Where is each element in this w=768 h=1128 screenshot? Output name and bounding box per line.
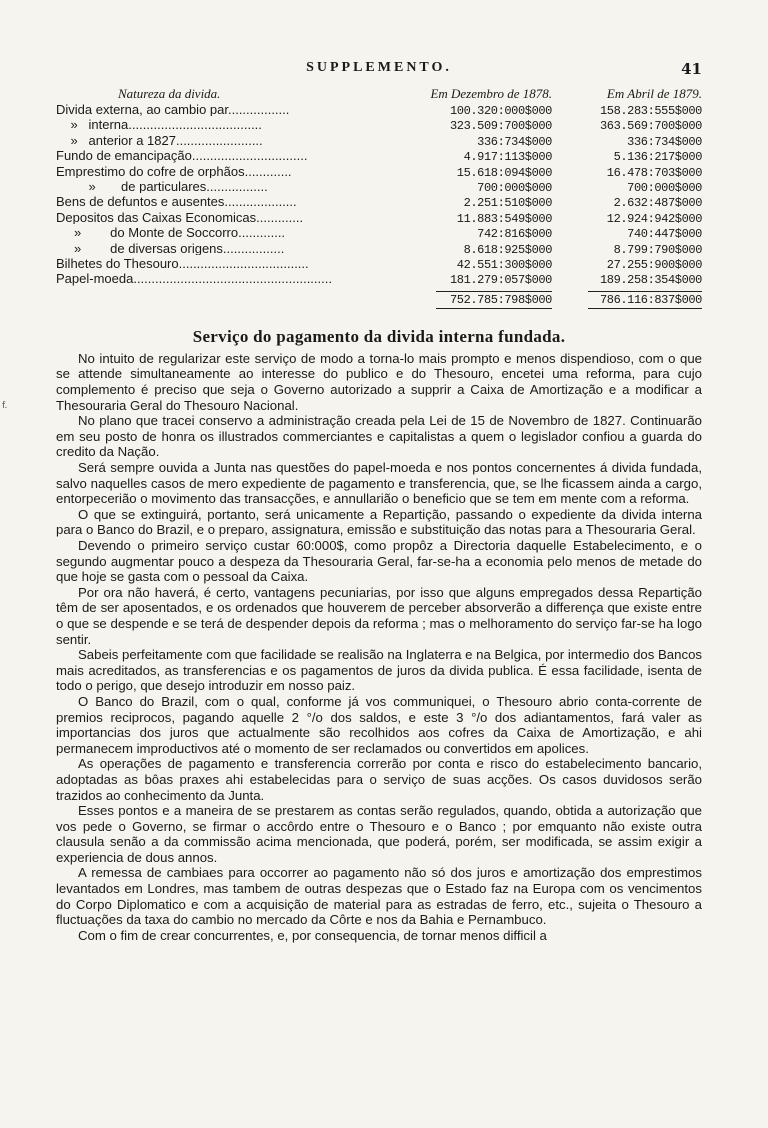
debt-table-totals bbox=[56, 291, 702, 307]
paragraph: No intuito de regularizar este serviço de modo a torna-lo mais prompto e menos dispendioso, com o que se attende simultaneamente ao interesse do publico e do Thesouro, encetei uma reforma, para cujo complemento é preciso que seja o Governo autorizado a supprir a Caixa de Amortização e a modificar a Thesouraria Geral do Thesouro Nacional. bbox=[56, 350, 702, 413]
col-nature-header: Natureza da divida. bbox=[118, 86, 221, 101]
row-december-value: 100.320:000$000 bbox=[449, 104, 552, 118]
row-april-value: 5.136:217$000 bbox=[613, 150, 702, 165]
table-row bbox=[56, 272, 702, 287]
row-december-value: 15.618:094$000 bbox=[456, 165, 552, 180]
table-row bbox=[56, 118, 702, 133]
paragraph: As operações de pagamento e transferencia correrão por conta e risco do estabelecimento bancario, adoptadas as bôas praxes ahi estabelecidas para o serviço de suas acções. Os casos duvidosos serão trazidos ao conhecimento da Junta. bbox=[56, 756, 702, 803]
row-april-value: 740:447$000 bbox=[627, 227, 702, 242]
table-row bbox=[56, 226, 702, 241]
row-december-value: 11.883:549$000 bbox=[456, 211, 552, 226]
row-label: Divida externa, ao cambio par................. bbox=[56, 103, 290, 117]
debt-table bbox=[56, 86, 702, 307]
paragraph: Será sempre ouvida a Junta nas questões do papel-moeda e nos pontos concernentes á divida fundada, salvo naquelles casos de mero expediente de pagamento e transferencia, que, se lhe ficassem ainda a cargo, entorpecerião o movimento das transacções, e annullarião o beneficio que se tem em mente com a reforma. bbox=[56, 460, 702, 507]
row-label: » anterior a 1827........................ bbox=[56, 133, 263, 148]
row-april-value: 336:734$000 bbox=[627, 134, 702, 149]
table-row bbox=[56, 103, 702, 118]
debt-table-body bbox=[56, 103, 702, 288]
debt-table-header bbox=[56, 86, 702, 102]
paragraph: No plano que tracei conservo a administração creada pela Lei de 15 de Novembro de 1827. Continuarão em seu posto de honra os illustrados commerciantes e capitalistas a quem o legislador confiou a guarda do credito da Nação. bbox=[56, 413, 702, 460]
page-number: 41 bbox=[681, 60, 702, 78]
row-label: » interna..................................... bbox=[56, 118, 262, 132]
margin-mark: f. bbox=[2, 401, 8, 411]
row-label: » do Monte de Soccorro............. bbox=[56, 226, 286, 240]
paragraph: A remessa de cambiaes para occorrer ao pagamento não só dos juros e amortização dos emprestimos levantados em Londres, mas tambem de outras despezas que o Estado faz na Europa com os vencimentos do Corpo Diplomatico e com a acquisição de material para as estradas de ferro, etc., sujeita o Thesouro a fluctuações da taxa do cambio no mercado da Côrte e nos da Bahia e Pernambuco. bbox=[56, 865, 702, 928]
row-december-value: 742:816$000 bbox=[477, 227, 552, 242]
row-label: Bilhetes do Thesouro.................................... bbox=[56, 257, 309, 271]
document-page bbox=[56, 60, 702, 943]
table-row bbox=[56, 149, 702, 164]
row-april-value: 158.283:555$000 bbox=[599, 104, 702, 118]
section-title: Serviço do pagamento da divida interna fundada. bbox=[192, 326, 566, 346]
row-april-value: 8.799:790$000 bbox=[613, 242, 702, 257]
row-december-value: 181.279:057$000 bbox=[449, 273, 552, 288]
col-april-header: Em Abril de 1879. bbox=[606, 86, 702, 101]
row-april-value: 27.255:900$000 bbox=[606, 258, 702, 273]
paragraph: Devendo o primeiro serviço custar 60:000$, como propôz a Directoria daquelle Estabelecimento, e o segundo augmentar pouco a despeza da Thesouraria Geral, far-se-ha a economia pelo menos de metade do que hoje se gasta com o pessoal da Caixa. bbox=[56, 538, 702, 585]
row-december-value: 323.509:700$000 bbox=[449, 119, 552, 134]
total-december: 752.785:798$000 bbox=[436, 291, 552, 309]
table-row bbox=[56, 134, 702, 149]
total-april: 786.116:837$000 bbox=[588, 291, 702, 309]
page-header bbox=[56, 60, 702, 86]
row-label: » de diversas origens................. bbox=[56, 241, 285, 256]
row-december-value: 2.251:510$000 bbox=[463, 196, 552, 211]
table-row bbox=[56, 242, 702, 257]
section-body bbox=[56, 351, 702, 944]
row-april-value: 2.632:487$000 bbox=[613, 196, 702, 211]
row-april-value: 12.924:942$000 bbox=[606, 211, 702, 226]
row-label: Bens de defuntos e ausentes.................... bbox=[56, 195, 297, 209]
row-label: Fundo de emancipação................................ bbox=[56, 149, 308, 163]
row-label: Papel-moeda....................................................... bbox=[56, 272, 332, 286]
row-december-value: 42.551:300$000 bbox=[456, 258, 552, 273]
row-april-value: 16.478:703$000 bbox=[606, 165, 702, 180]
row-april-value: 363.569:700$000 bbox=[599, 119, 702, 134]
paragraph: O que se extinguirá, portanto, será unicamente a Repartição, passando o expediente da divida interna para o Banco do Brazil, e o preparo, assignatura, emissão e substituição das notas para a Thesouraria Geral. bbox=[56, 506, 702, 538]
table-row bbox=[56, 165, 702, 180]
row-december-value: 336:734$000 bbox=[477, 134, 552, 149]
paragraph: Com o fim de crear concurrentes, e, por consequencia, de tornar menos difficil a bbox=[78, 927, 547, 943]
table-row bbox=[56, 195, 702, 210]
paragraph: Esses pontos e a maneira de se prestarem as contas serão regulados, quando, obtida a autorização que vos pede o Governo, se firmar o accôrdo entre o Thesouro e o Banco ; por emquanto não existe outra clausula senão a da commissão acima mencionada, que poderá, porém, ser modificada, se assim exigir a experiencia de dous annos. bbox=[56, 803, 702, 865]
row-december-value: 4.917:113$000 bbox=[463, 150, 552, 165]
table-row bbox=[56, 257, 702, 272]
running-title: SUPPLEMENTO. bbox=[306, 60, 452, 75]
row-label: Emprestimo do cofre de orphãos............. bbox=[56, 164, 292, 179]
paragraph: O Banco do Brazil, com o qual, conforme já vos communiquei, o Thesouro abrio conta-corrente de premios reciprocos, pagando aquelle 2 °/o dos saldos, e este 3 °/o dos adiantamentos, fará valer as importancias dos juros que actualmente são recolhidos aos cofres da Caixa de Amortização, e ahi permanecem improductivos até o momento de ser reclamados ou convertidos em apolices. bbox=[56, 693, 702, 756]
row-label: Depositos das Caixas Economicas............. bbox=[56, 210, 304, 225]
row-april-value: 700:000$000 bbox=[627, 181, 702, 196]
table-row bbox=[56, 211, 702, 226]
row-december-value: 700:000$000 bbox=[477, 181, 552, 196]
row-april-value: 189.258:354$000 bbox=[599, 273, 702, 288]
col-december-header: Em Dezembro de 1878. bbox=[430, 86, 552, 101]
paragraph: Por ora não haverá, é certo, vantagens pecuniarias, por isso que alguns empregados dessa Repartição têm de ser aposentados, e os ordenados que houverem de perceber absorverão a differença que existe entre o que se despende e se terá de despender depois da reforma ; mas o melhoramento do serviço far-se ha logo sentir. bbox=[56, 584, 702, 647]
paragraph: Sabeis perfeitamente com que facilidade se realisão na Inglaterra e na Belgica, por intermedio dos Bancos mais acreditados, as transferencias e os pagamentos de juros da divida publica. É essa facilidade, isenta de todo o perigo, que desejo introduzir em nosso paiz. bbox=[56, 647, 702, 694]
row-label: » de particulares................. bbox=[56, 180, 268, 194]
row-december-value: 8.618:925$000 bbox=[463, 242, 552, 257]
table-row bbox=[56, 180, 702, 195]
